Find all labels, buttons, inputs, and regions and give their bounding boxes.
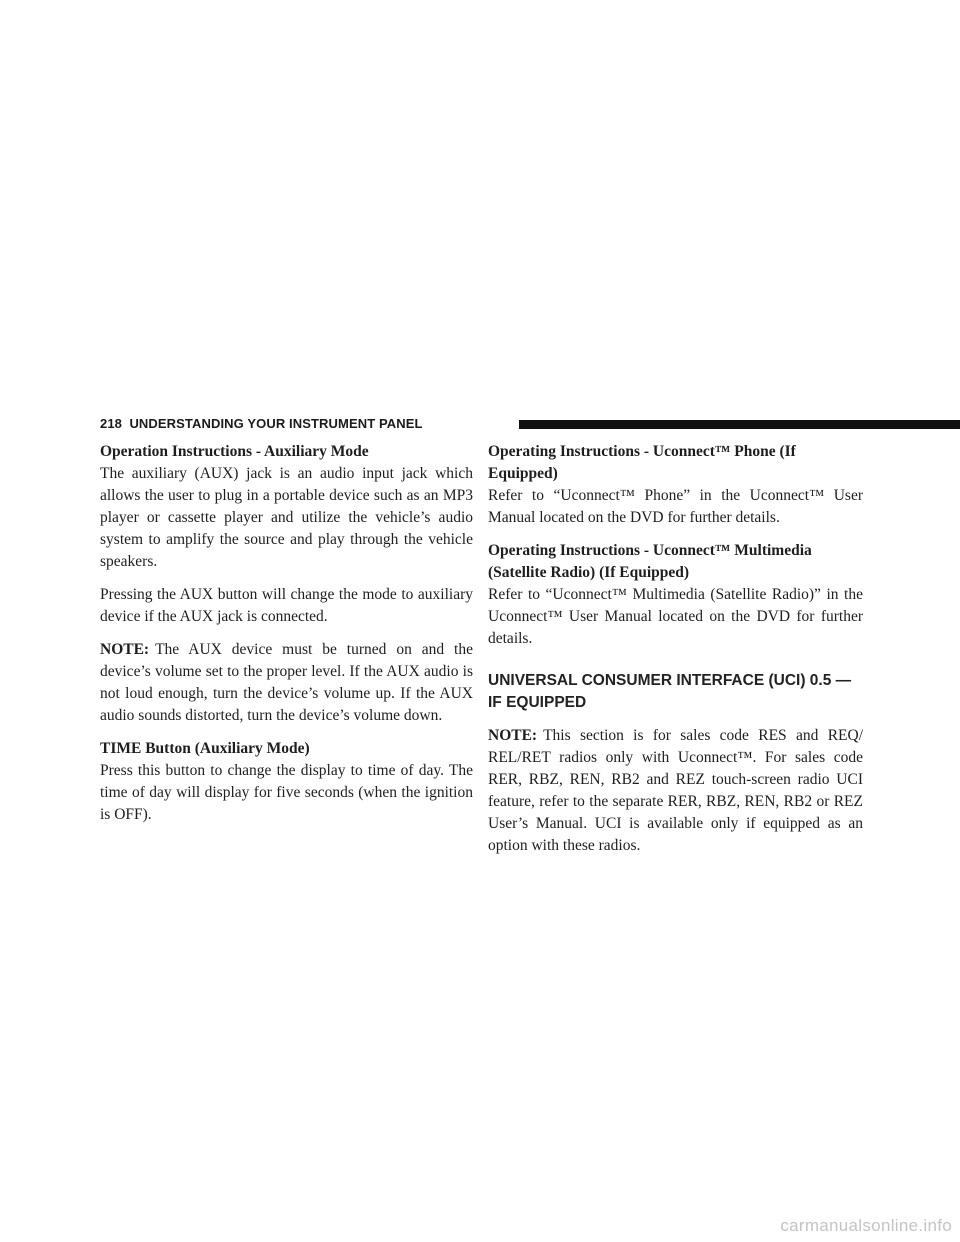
left-column [100,441,473,837]
right-column [488,441,863,868]
multimedia-paragraph: Refer to “Uconnect™ Multimedia (Satellite Radio)” in the Uconnect™ User Manual located on the DVD for further details. [488,586,863,647]
time-button-heading: TIME Button (Auxiliary Mode) [100,740,310,757]
multimedia-heading: Operating Instructions - Uconnect™ Multimedia (Satellite Radio) (If Equipped) [488,542,812,581]
note-label: NOTE: [488,727,538,744]
aux-button-paragraph: Pressing the AUX button will change the mode to auxiliary device if the AUX jack is connected. [100,586,473,625]
phone-heading: Operating Instructions - Uconnect™ Phone (If Equipped) [488,443,796,482]
uci-note-text: This section is for sales code RES and REQ/ REL/RET radios only with Uconnect™. For sales code RER, RBZ, REN, RB2 and REZ touch-screen radio UCI feature, refer to the separate RER, RBZ, REN, RB2 or REZ User’s Manual. UCI is available only if equipped as an option with these radios. [488,727,863,854]
header-text [100,416,423,432]
aux-note-text: The AUX device must be turned on and the device’s volume set to the proper level. If the AUX audio is not loud enough, turn the device’s volume up. If the AUX audio sounds distorted, turn the device’s volume down. [100,641,473,724]
section-title: UNDERSTANDING YOUR INSTRUMENT PANEL [129,416,423,431]
page-header [100,417,862,431]
aux-jack-paragraph: The auxiliary (AUX) jack is an audio input jack which allows the user to plug in a portable device such as an MP3 player or cassette player and utilize the vehicle’s audio system to amplify the source and play through the vehicle speakers. [100,465,473,570]
watermark: carmanualsonline.info [780,1216,952,1235]
uci-section-heading: UNIVERSAL CONSUMER INTERFACE (UCI) 0.5 — IF EQUIPPED [488,672,852,711]
aux-note-paragraph [100,639,473,727]
header-bar [519,420,960,429]
note-label: NOTE: [100,641,150,658]
phone-paragraph: Refer to “Uconnect™ Phone” in the Uconnect™ User Manual located on the DVD for further details. [488,487,863,526]
page-number: 218 [100,416,122,431]
uci-note-paragraph [488,725,863,857]
aux-mode-heading: Operation Instructions - Auxiliary Mode [100,443,369,460]
time-button-paragraph: Press this button to change the display to time of day. The time of day will display for five seconds (when the ignition is OFF). [100,762,473,823]
